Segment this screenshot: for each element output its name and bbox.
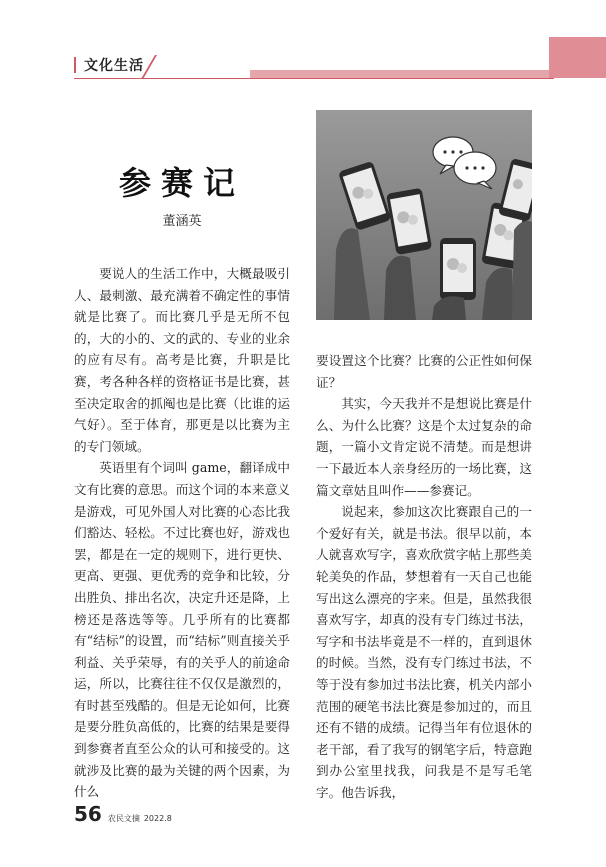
section-tag-bar xyxy=(74,57,76,73)
paragraph: 英语里有个词叫 game，翻译成中文有比赛的意思。而这个词的本来意义是游戏，可见外国人对比赛的心态比我们豁达、轻松。不过比赛也好，游戏也罢，都是在一定的规则下，进行更快、更高、更强、更优秀的竞争和比较，分出胜负、排出名次，决定升还是降，上榜还是落选等等。几乎所有的比赛都有“结标”的设置，而“结标”则直接关乎利益、关乎荣辱，有的关乎人的前途命运，所以，比赛往往不仅仅是激烈的，有时甚至残酷的。但是无论如何，比赛是要分胜负高低的，比赛的结果是要得到参赛者直至公众的认可和接受的。这就涉及比赛的最为关键的两个因素，为什么 xyxy=(74,460,290,800)
header-accent-block xyxy=(549,37,606,78)
article-author: 董涵英 xyxy=(162,214,202,229)
magazine-name: 农民文摘 xyxy=(107,814,140,823)
left-column xyxy=(74,263,290,803)
paragraph: 要说人的生活工作中，大概最吸引人、最刺激、最充满着不确定性的事情就是比赛了。而比赛几乎是无所不包的，大的小的、文的武的、专业的业余的应有尽有。高考是比赛，升职是比赛，考各种各样的资格证书是比赛，甚至决定取舍的抓阄也是比赛（比谁的运气好）。至于体育，那更是以比赛为主的专门领域。 xyxy=(74,266,290,454)
issue-number: 2022.8 xyxy=(143,814,172,823)
header-stripe xyxy=(250,70,550,78)
page-number: 56 xyxy=(74,802,102,826)
page-header xyxy=(0,0,606,90)
section-tag xyxy=(74,55,144,75)
paragraph: 说起来，参加这次比赛跟自己的一个爱好有关，就是书法。很早以前，本人就喜欢写字，喜欢欣赏字帖上那些美轮美奂的作品，梦想着有一天自己也能写出这么漂亮的字来。但是，虽然我很喜欢写字，却真的没有专门练过书法，写字和书法毕竟是不一样的，直到退休的时候。当然，没有专门练过书法，不等于没有参加过书法比赛，机关内部小范围的硬笔书法比赛是参加过的，而且还有不错的成绩。记得当年有位退休的老干部，看了我写的钢笔字后，特意跑到办公室里找我，问我是不是写毛笔字。他告诉我， xyxy=(316,504,532,800)
right-column xyxy=(316,350,532,803)
hands-phones-icon xyxy=(316,110,532,320)
article-title: 参赛记 xyxy=(118,164,245,202)
header-rule xyxy=(74,78,554,79)
phone-icon xyxy=(440,238,476,300)
paragraph-continuation: 要设置这个比赛？比赛的公正性如何保证？ xyxy=(316,353,532,390)
section-title: 文化生活 xyxy=(84,58,144,74)
page-footer xyxy=(74,802,172,824)
paragraph: 其实，今天我并不是想说比赛是什么、为什么比赛？这是个太过复杂的命题，一篇小文肯定说不清楚。而是想讲一下最近本人亲身经历的一场比赛，这篇文章姑且叫作——参赛记。 xyxy=(316,396,532,498)
illustration xyxy=(316,110,532,320)
